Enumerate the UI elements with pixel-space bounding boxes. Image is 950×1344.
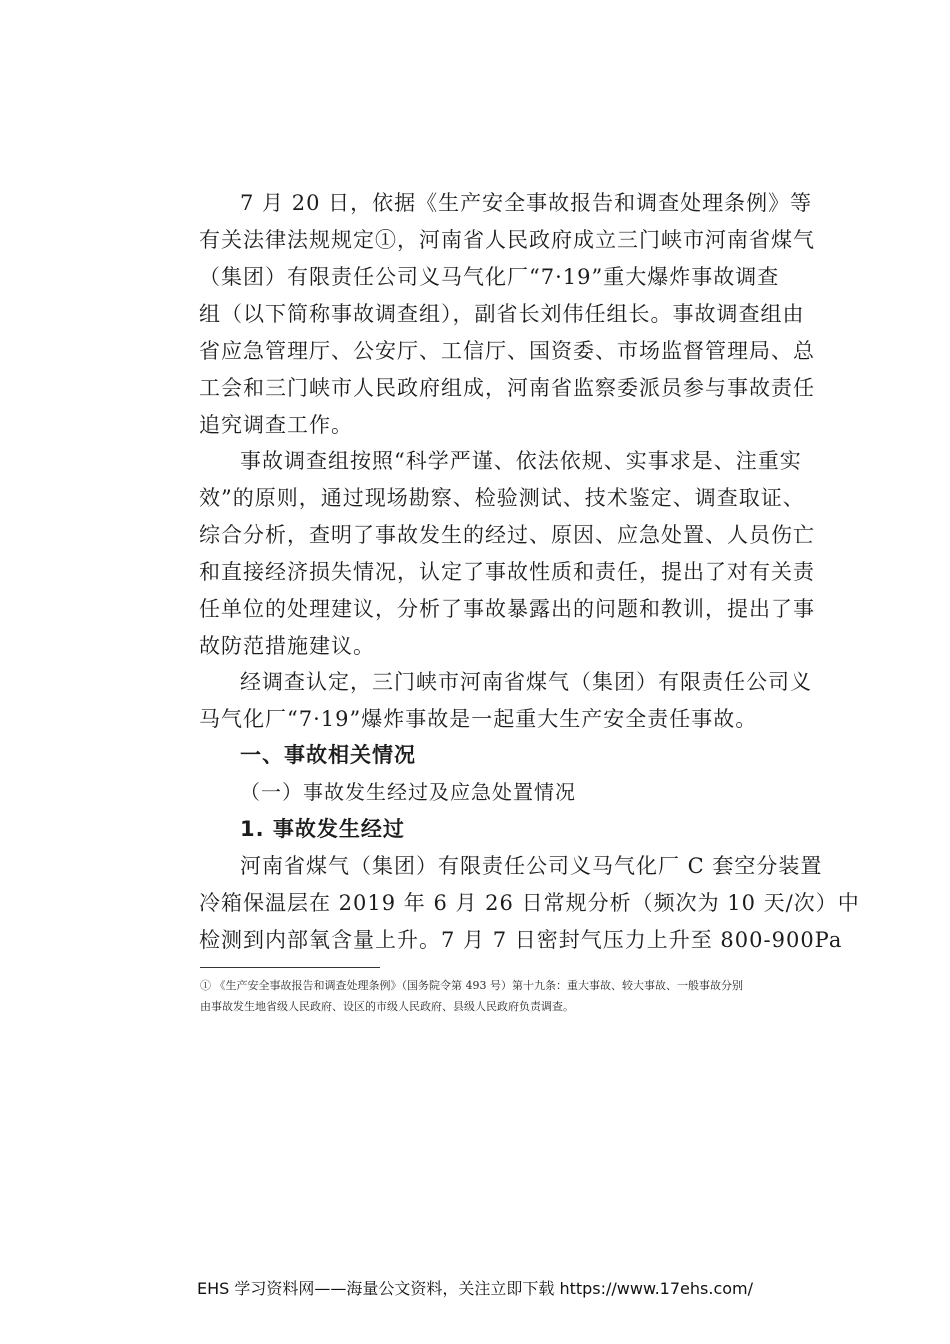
text-line: 任单位的处理建议，分析了事故暴露出的问题和教训，提出了事 xyxy=(199,597,815,621)
text-line: 和直接经济损失情况，认定了事故性质和责任，提出了对有关责 xyxy=(199,560,815,584)
text-line: 组（以下简称事故调查组），副省长刘伟任组长。事故调查组由 xyxy=(199,302,805,326)
text-line: 工会和三门峡市人民政府组成，河南省监察委派员参与事故责任 xyxy=(199,376,815,400)
text-line: 省应急管理厅、公安厅、工信厅、国资委、市场监督管理局、总 xyxy=(199,339,815,363)
text-line: 7 月 20 日，依据《生产安全事故报告和调查处理条例》等 xyxy=(240,191,813,215)
text-line: 冷箱保温层在 2019 年 6 月 26 日常规分析（频次为 10 天/次）中 xyxy=(199,891,860,915)
footnote-line: 由事故发生地省级人民政府、设区的市级人民政府、县级人民政府负责调查。 xyxy=(200,1000,574,1013)
text-line: （集团）有限责任公司义马气化厂“7·19”重大爆炸事故调查 xyxy=(199,265,780,289)
text-line: 马气化厂“7·19”爆炸事故是一起重大生产安全责任事故。 xyxy=(199,707,758,731)
text-line: 有关法律法规规定①，河南省人民政府成立三门峡市河南省煤气 xyxy=(199,228,815,252)
text-line: 经调查认定，三门峡市河南省煤气（集团）有限责任公司义 xyxy=(240,670,812,694)
footnote-line: ① 《生产安全事故报告和调查处理条例》（国务院令第 493 号）第十九条：重大事故、较大事故、一般事故分别 xyxy=(200,979,743,992)
text-line: 综合分析，查明了事故发生的经过、原因、应急处置、人员伤亡 xyxy=(199,523,815,547)
text-line: 效”的原则，通过现场勘察、检验测试、技术鉴定、调查取证、 xyxy=(199,486,805,510)
text-line: 追究调查工作。 xyxy=(199,413,353,437)
section-heading: 一、事故相关情况 xyxy=(240,743,416,767)
site-watermark: EHS 学习资料网——海量公文资料，关注立即下载 https://www.17ehs.com/ xyxy=(196,1279,754,1298)
subsection-heading: （一）事故发生经过及应急处置情况 xyxy=(240,780,576,804)
text-line: 事故调查组按照“科学严谨、依法依规、实事求是、注重实 xyxy=(240,449,802,473)
text-line: 河南省煤气（集团）有限责任公司义马气化厂 C 套空分装置 xyxy=(240,854,823,878)
text-line: 故防范措施建议。 xyxy=(199,634,375,658)
text-line: 检测到内部氧含量上升。7 月 7 日密封气压力上升至 800-900Pa xyxy=(199,928,843,952)
item-heading: 1. 事故发生经过 xyxy=(240,817,405,841)
footnote-divider xyxy=(200,967,380,968)
